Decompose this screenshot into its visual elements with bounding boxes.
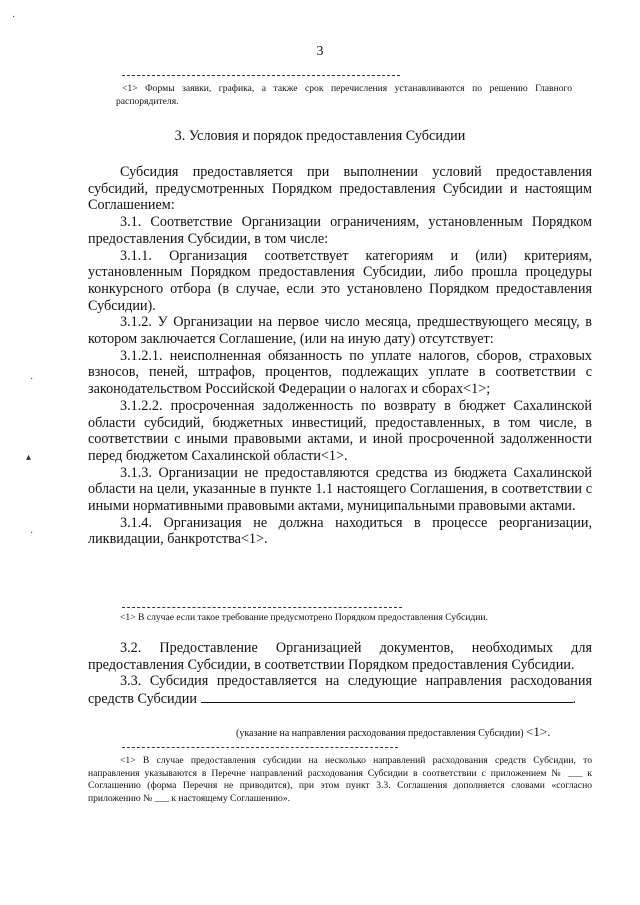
footnote-separator-top bbox=[122, 75, 400, 76]
paragraph-intro: Субсидия предоставляется при выполнении условий предоставления субсидий, предусмотренных Порядком предоставления Субсидии и настоящим Соглашением: bbox=[88, 164, 592, 214]
paragraph-3-1-4: 3.1.4. Организация не должна находиться в процессе реорганизации, ликвидации, банкротства<1>. bbox=[88, 514, 592, 548]
paragraph-3-1-3: 3.1.3. Организации не предоставляются средства из бюджета Сахалинской области на цели, указанные в пункте 1.1 настоящего Соглашения, в соответствии с иными нормативными правовыми актами, муниципальными правовыми актами. bbox=[88, 464, 592, 515]
directions-blank-line bbox=[201, 690, 573, 703]
main-body bbox=[88, 164, 592, 548]
paragraph-3-1-2-2: 3.1.2.2. просроченная задолженность по возврату в бюджет Сахалинской области субсидий, бюджетных инвестиций, предоставленных, в том числе, в соответствии с иными правовыми актами, и иной просроченной задолженности перед бюджетом Сахалинской области<1>. bbox=[88, 397, 592, 464]
paragraph-3-1: 3.1. Соответствие Организации ограничениям, установленным Порядком предоставления Субсидии, в том числе: bbox=[88, 214, 592, 247]
page-number: 3 bbox=[316, 44, 324, 59]
scan-mark-left-3: · bbox=[30, 528, 34, 539]
blank-explanation-footnote-mark: <1>. bbox=[526, 724, 551, 739]
lower-body bbox=[88, 640, 592, 708]
blank-explanation-text: (указание на направления расходования предоставления Субсидии) bbox=[236, 728, 524, 739]
paragraph-3-3-end: . bbox=[572, 691, 577, 708]
footnote-top: <1> Формы заявки, графика, а также срок перечисления устанавливаются по решению Главного распорядителя. bbox=[116, 83, 572, 107]
footnote-mid: <1> В случае если такое требование предусмотрено Порядком предоставления Субсидии. bbox=[120, 612, 488, 623]
footnote-separator-mid bbox=[122, 607, 402, 608]
footnote-separator-bottom bbox=[122, 747, 398, 748]
paragraph-3-3-text: 3.3. Субсидия предоставляется на следующие направления расходования средств Субсидии bbox=[88, 673, 592, 708]
paragraph-3-2: 3.2. Предоставление Организацией документов, необходимых для предоставления Субсидии, в соответствии Порядком предоставления Субсидии. bbox=[88, 640, 592, 673]
blank-explanation bbox=[236, 724, 550, 740]
scan-mark-top: · bbox=[12, 12, 16, 23]
footnote-bottom: <1> В случае предоставления субсидии на несколько направлений расходования средств Субсидии, то направления указываются в Перечне направлений расходования Субсидии в соответствии с приложением № ___ к Соглашению (форма Перечня не приводится), при этом пункт 3.3. Соглашения дополняется словами «согласно приложению № ___ к настоящему Соглашению». bbox=[88, 755, 592, 804]
scan-mark-left-2: ▴ bbox=[26, 452, 32, 463]
scan-mark-left-1: · bbox=[30, 374, 34, 385]
paragraph-3-1-1: 3.1.1. Организация соответствует категориям и (или) критериям, установленным Порядком предоставления Субсидии, либо прошла процедуры конкурсного отбора (в случае, если это установлено Порядком предоставления Субсидии). bbox=[88, 247, 592, 314]
paragraph-3-1-2: 3.1.2. У Организации на первое число месяца, предшествующего месяцу, в котором заключается Соглашение, (или на иную дату) отсутствует: bbox=[88, 314, 592, 348]
paragraph-3-3 bbox=[88, 673, 592, 707]
paragraph-3-1-2-1: 3.1.2.1. неисполненная обязанность по уплате налогов, сборов, страховых взносов, пеней, штрафов, процентов, подлежащих уплате в соответствии с законодательством Российской Федерации о налогах и сборах<1>; bbox=[88, 347, 592, 398]
section-title: 3. Условия и порядок предоставления Субсидии bbox=[174, 128, 466, 144]
